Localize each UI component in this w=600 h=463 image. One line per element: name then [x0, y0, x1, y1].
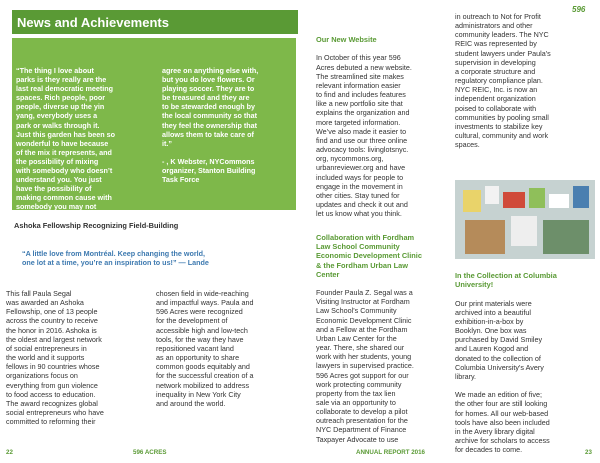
website-section [316, 26, 446, 227]
logo: 596 [572, 5, 586, 14]
ashoka-body-col-2: chosen field in wide-reaching and impactful ways. Paula and 596 Acres were recognized for the development of accessible high and low-tech tools, for the way they have repositioned vacant land as an opportunity to share common goods equitably and for the successful creation of a network mobilized to address inequality in New York City and around the world. [156, 289, 254, 408]
pull-quote-box [12, 38, 296, 210]
ashoka-body-col-1: This fall Paula Segal was awarded an Ashoka Fellowship, one of 13 people across the country to receive the honor in 2016. Ashoka is the oldest and largest network of social entrepreneurs in the world and it supports fellows in 90 countries whose organizations focus on everything from gun violence to food access to education. The award recognizes global social entrepreneurs who have committed to reforming their [6, 289, 104, 427]
fordham-section [316, 224, 448, 453]
website-body: In October of this year 596 Acres debuted a new website. The streamlined site makes relevant information easier to find and includes features like a new portfolio site that explains the organization and more targeted information. We’ve also made it easier to find and use our three online advocacy tools: livinglotsnyc. org, nycommons.org, urbanreviewer.org and have included ways for people to engage in the movement in other cities. Stay tuned for updates and check it out and let us know what you think. [316, 53, 412, 219]
columbia-section [455, 262, 587, 463]
columbia-body: Our print materials were archived into a beautiful exhibition-in-a-box by Booklyn. One box was purchased by David Smiley and Lauren Kogod and donated to the collection of Columbia University’s Avery library. We made an edition of five; the other four are still looking for homes. All our web-based tools have also been included in the Avery library digital archive for scholars to access for decades to come. [455, 298, 550, 455]
footer-org: 596 ACRES [133, 449, 167, 456]
ashoka-quote: “A little love from Montréal. Keep changing the world, one lot at a time, you’re an inspiration to us!” — Lande [22, 249, 209, 267]
page-number-right: 23 [585, 449, 592, 456]
columbia-title: In the Collection at Columbia University! [455, 271, 557, 290]
fordham-title: Collaboration with Fordham Law School Community Economic Development Clinic & the Fordham Urban Law Center [316, 233, 422, 279]
exhibition-photo [455, 180, 595, 259]
fordham-body: Founder Paula Z. Segal was a Visiting Instructor at Fordham Law School’s Community Economic Development Clinic and a Fellow at the Fordham Urban Law Center for the year. There, she shared our work with her students, young lawyers in supervised practice. 596 Acres got support for our work protecting community property from the tax lien sale via an opportunity to collaborate to develop a pilot outreach presentation for the NYC Department of Finance Taxpayer Advocate to use [316, 288, 414, 444]
page-title: News and Achievements [12, 10, 298, 34]
pull-quote-col-2: agree on anything else with, but you do love flowers. Or playing soccer. They are to be treasured and they are to be stewarded enough by the local community so that they feel the ownership that allows them to take care of it.” - , K Webster, NYCommons organizer, Stanton Building Task Force [162, 66, 259, 185]
footer-report: ANNUAL REPORT 2016 [356, 449, 425, 456]
page-number-left: 22 [6, 449, 13, 456]
website-title: Our New Website [316, 35, 377, 45]
ashoka-title: Ashoka Fellowship Recognizing Field-Building [14, 221, 179, 230]
right-top-text: in outreach to Not for Profit administrators and other community leaders. The NYC REIC was represented by student lawyers under Paula’s supervision in developing a corporate structure and regulatory compliance plan. NYC REIC, Inc. is now an independent organization poised to collaborate with communities by pooling small investments to stabilize key cultural, community and work spaces. [455, 12, 551, 150]
pull-quote-col-1: “The thing I love about parks is they really are the last real democratic meeting spaces. Rich people, poor people, diverse up the yin yang, everybody uses a park or walks through it. Just this garden has been so wonderful to have because of the mix it represents, and the possibility of mixing with somebody who doesn’t understand you. You just have the possibility of making common cause with somebody you may not [16, 66, 116, 212]
